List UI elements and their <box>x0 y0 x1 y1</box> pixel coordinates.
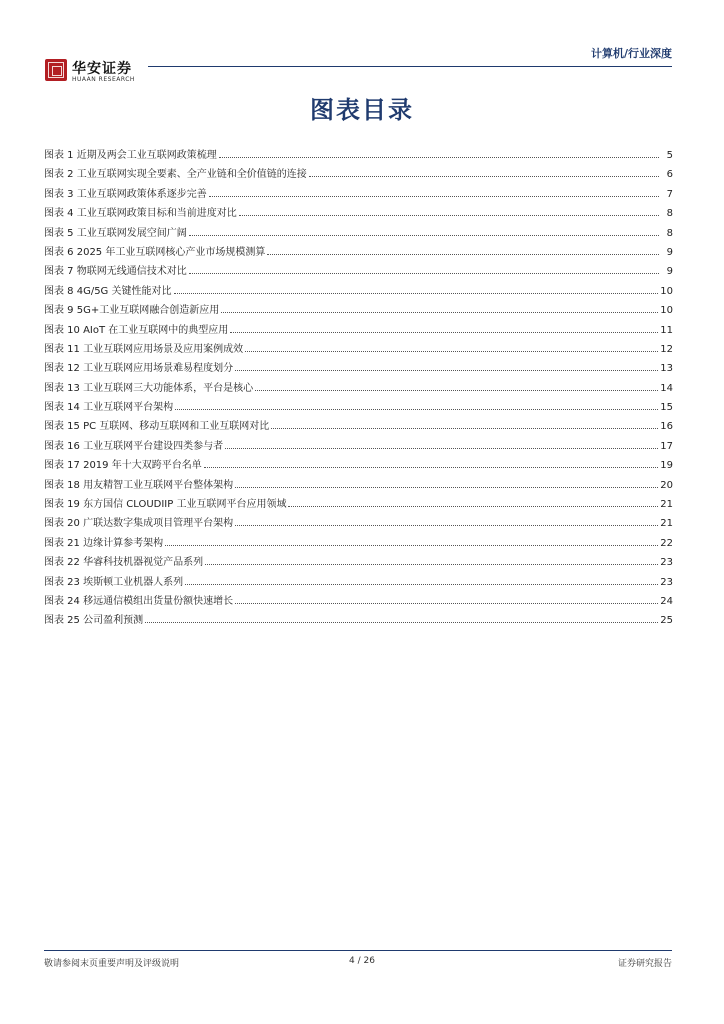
toc-entry-label[interactable]: 图表 5 工业互联网发展空间广阔 <box>44 227 187 239</box>
toc-entry-label[interactable]: 图表 4 工业互联网政策目标和当前进度对比 <box>44 208 237 220</box>
toc-entry[interactable] <box>44 301 673 320</box>
toc-entry[interactable] <box>44 398 673 417</box>
toc-entry-page[interactable]: 25 <box>660 615 673 627</box>
toc-dot-leader <box>219 157 659 158</box>
toc-dot-leader <box>209 196 659 197</box>
toc-dot-leader <box>175 409 658 410</box>
toc-entry[interactable] <box>44 185 673 204</box>
toc-entry[interactable] <box>44 340 673 359</box>
toc-entry-label[interactable]: 图表 19 东方国信 CLOUDIIP 工业互联网平台应用领域 <box>44 499 287 511</box>
toc-dot-leader <box>174 293 659 294</box>
toc-entry-page[interactable]: 9 <box>666 246 673 258</box>
toc-entry-label[interactable]: 图表 24 移远通信模组出货量份额快速增长 <box>44 595 234 607</box>
toc-entry-label[interactable]: 图表 21 边缘计算参考架构 <box>44 537 164 549</box>
toc-entry-label[interactable]: 图表 13 工业互联网三大功能体系，平台是核心 <box>44 382 254 394</box>
toc-entry-page[interactable]: 21 <box>660 499 673 511</box>
toc-entry[interactable] <box>44 437 673 456</box>
company-logo-icon <box>45 59 67 81</box>
toc-entry[interactable] <box>44 224 673 243</box>
toc-entry[interactable] <box>44 592 673 611</box>
toc-entry-page[interactable]: 21 <box>660 518 673 530</box>
toc-entry-page[interactable]: 17 <box>660 440 673 452</box>
toc-entry[interactable] <box>44 321 673 340</box>
toc-entry-label[interactable]: 图表 6 2025 年工业互联网核心产业市场规模测算 <box>44 246 266 258</box>
toc-entry-page[interactable]: 23 <box>660 557 673 569</box>
toc-entry-page[interactable]: 13 <box>660 363 673 375</box>
toc-entry-label[interactable]: 图表 2 工业互联网实现全要素、全产业链和全价值链的连接 <box>44 169 307 181</box>
toc-entry[interactable] <box>44 611 673 630</box>
toc-entry-label[interactable]: 图表 20 广联达数字集成项目管理平台架构 <box>44 518 234 530</box>
toc-dot-leader <box>235 603 658 604</box>
toc-entry[interactable] <box>44 495 673 514</box>
toc-entry-label[interactable]: 图表 9 5G+工业互联网融合创造新应用 <box>44 305 220 317</box>
toc-entry-page[interactable]: 15 <box>660 402 673 414</box>
figure-toc-list <box>44 146 673 631</box>
toc-entry[interactable] <box>44 262 673 281</box>
toc-dot-leader <box>225 448 658 449</box>
toc-entry[interactable] <box>44 553 673 572</box>
toc-entry[interactable] <box>44 514 673 533</box>
page-title: 图表目录 <box>310 96 414 124</box>
toc-dot-leader <box>239 215 659 216</box>
toc-entry[interactable] <box>44 534 673 553</box>
brand-name-cn: 华安证券 <box>72 61 132 77</box>
toc-entry[interactable] <box>44 165 673 184</box>
toc-entry-page[interactable]: 16 <box>660 421 673 433</box>
toc-dot-leader <box>165 545 658 546</box>
toc-dot-leader <box>185 584 658 585</box>
toc-dot-leader <box>235 487 658 488</box>
report-category: 计算机/行业深度 <box>590 47 672 60</box>
toc-dot-leader <box>205 564 658 565</box>
toc-entry-page[interactable]: 8 <box>666 208 673 220</box>
toc-dot-leader <box>245 351 658 352</box>
toc-dot-leader <box>309 176 659 177</box>
toc-entry-label[interactable]: 图表 12 工业互联网应用场景难易程度划分 <box>44 363 234 375</box>
toc-entry[interactable] <box>44 282 673 301</box>
toc-entry-page[interactable]: 19 <box>660 460 673 472</box>
toc-dot-leader <box>235 370 658 371</box>
toc-entry-label[interactable]: 图表 1 近期及两会工业互联网政策梳理 <box>44 150 217 161</box>
toc-entry[interactable] <box>44 146 673 165</box>
toc-entry-page[interactable]: 22 <box>660 537 673 549</box>
footer-disclaimer: 敬请参阅末页重要声明及评级说明 <box>44 959 180 969</box>
toc-entry[interactable] <box>44 379 673 398</box>
toc-entry-label[interactable]: 图表 15 PC 互联网、移动互联网和工业互联网对比 <box>44 421 270 433</box>
toc-entry-page[interactable]: 10 <box>660 305 673 317</box>
page-number: 4 / 26 <box>349 956 375 966</box>
toc-dot-leader <box>221 312 658 313</box>
toc-entry-label[interactable]: 图表 22 华睿科技机器视觉产品系列 <box>44 557 204 569</box>
toc-entry-page[interactable]: 6 <box>666 169 673 181</box>
toc-entry-label[interactable]: 图表 14 工业互联网平台架构 <box>44 402 174 414</box>
toc-entry-page[interactable]: 14 <box>660 382 673 394</box>
toc-entry-label[interactable]: 图表 18 用友精智工业互联网平台整体架构 <box>44 479 234 491</box>
toc-entry-label[interactable]: 图表 16 工业互联网平台建设四类参与者 <box>44 440 224 452</box>
toc-dot-leader <box>255 390 658 391</box>
toc-entry-label[interactable]: 图表 10 AIoT 在工业互联网中的典型应用 <box>44 324 229 336</box>
toc-entry-page[interactable]: 8 <box>666 227 673 239</box>
toc-entry[interactable] <box>44 417 673 436</box>
toc-entry-label[interactable]: 图表 17 2019 年十大双跨平台名单 <box>44 460 202 472</box>
toc-dot-leader <box>267 254 659 255</box>
toc-dot-leader <box>145 622 658 623</box>
toc-entry[interactable] <box>44 204 673 223</box>
header-divider <box>148 66 672 67</box>
toc-dot-leader <box>189 235 659 236</box>
toc-dot-leader <box>189 273 659 274</box>
toc-entry-page[interactable]: 20 <box>660 479 673 491</box>
toc-entry-page[interactable]: 12 <box>660 343 673 355</box>
toc-entry-label[interactable]: 图表 23 埃斯顿工业机器人系列 <box>44 576 184 588</box>
toc-entry-page[interactable]: 7 <box>666 188 673 200</box>
toc-entry-label[interactable]: 图表 3 工业互联网政策体系逐步完善 <box>44 188 207 200</box>
toc-entry-page[interactable]: 11 <box>660 324 673 336</box>
toc-entry-label[interactable]: 图表 8 4G/5G 关键性能对比 <box>44 285 172 297</box>
toc-entry-page[interactable]: 24 <box>660 595 673 607</box>
toc-entry-page[interactable]: 23 <box>660 576 673 588</box>
toc-entry-label[interactable]: 图表 11 工业互联网应用场景及应用案例成效 <box>44 343 244 355</box>
toc-entry[interactable] <box>44 243 673 262</box>
toc-entry-label[interactable]: 图表 25 公司盈利预测 <box>44 615 144 627</box>
toc-dot-leader <box>204 467 659 468</box>
brand-name-en: HUAAN RESEARCH <box>72 76 135 83</box>
toc-entry-page[interactable]: 9 <box>666 266 673 278</box>
toc-dot-leader <box>235 525 658 526</box>
toc-entry-page[interactable]: 5 <box>666 150 673 161</box>
footer-report-type: 证券研究报告 <box>617 959 672 969</box>
toc-dot-leader <box>230 332 658 333</box>
toc-entry[interactable] <box>44 476 673 495</box>
toc-dot-leader <box>288 506 658 507</box>
toc-entry-page[interactable]: 10 <box>660 285 673 297</box>
toc-entry-label[interactable]: 图表 7 物联网无线通信技术对比 <box>44 266 187 278</box>
toc-entry[interactable] <box>44 573 673 592</box>
footer-divider <box>44 950 672 951</box>
toc-entry[interactable] <box>44 456 673 475</box>
toc-entry[interactable] <box>44 359 673 378</box>
toc-dot-leader <box>271 428 658 429</box>
